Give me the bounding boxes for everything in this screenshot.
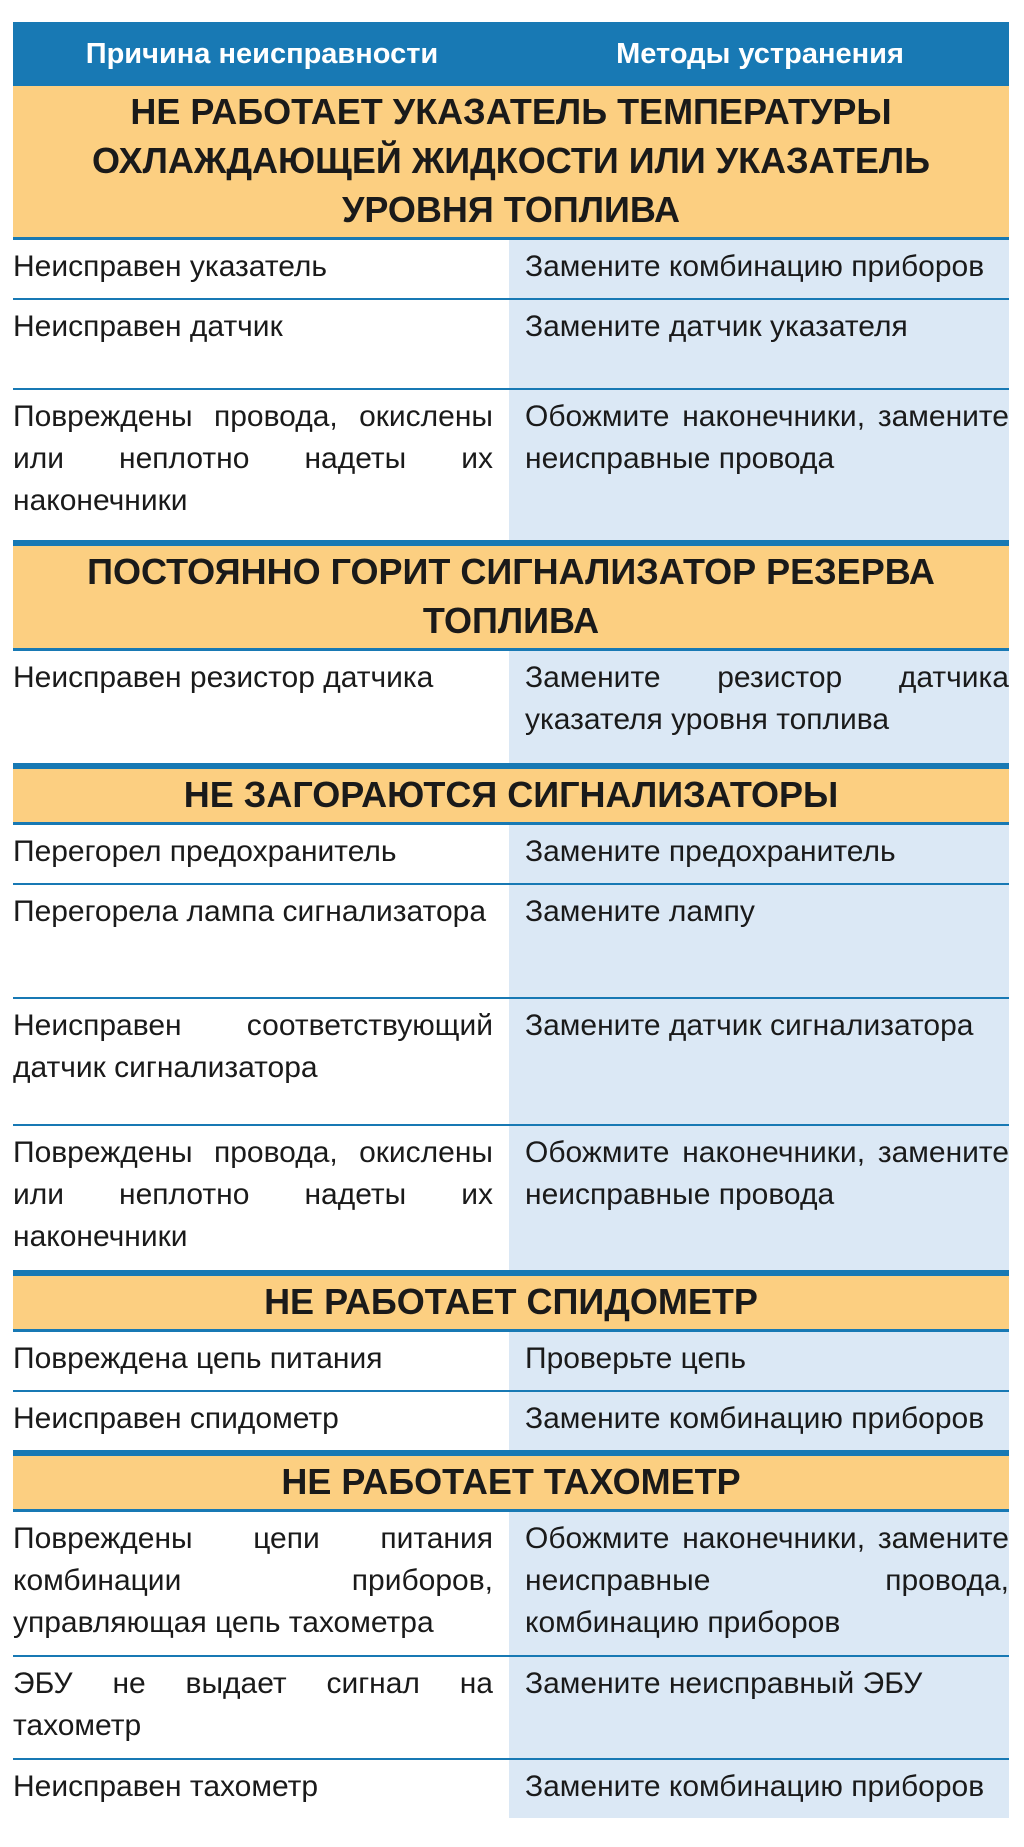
section-title: НЕ ЗАГОРАЮТСЯ СИГНАЛИЗАТОРЫ [13,763,1009,825]
table-row [13,885,1009,999]
fix-cell: Обожмите наконечники, замените неисправные провода [509,390,1009,540]
cause-cell: Повреждены цепи питания комбинации приборов, управляющая цепь тахометра [13,1512,509,1655]
table-row [13,1657,1009,1760]
cause-cell: Неисправен тахометр [13,1760,509,1818]
cause-cell: Неисправен указатель [13,240,509,298]
table-row [13,1392,1009,1450]
table-body [13,86,1009,1818]
fix-cell: Замените комбинацию приборов [509,1392,1009,1450]
table-row [13,1760,1009,1818]
table-row [13,390,1009,540]
table-row [13,240,1009,300]
cause-cell: Перегорела лампа сигнализатора [13,885,509,997]
table-row [13,1332,1009,1392]
fix-cell: Замените неисправный ЭБУ [509,1657,1009,1758]
fix-cell: Обожмите наконечники, замените неисправные провода [509,1126,1009,1270]
cause-cell: Неисправен резистор датчика [13,651,509,763]
header-fix: Методы устранения [616,37,904,70]
table-row [13,1126,1009,1270]
fix-cell: Замените комбинацию приборов [509,240,1009,298]
section-rows [13,1512,1009,1818]
fix-cell: Замените предохранитель [509,825,1009,883]
table-row [13,999,1009,1126]
fix-cell: Замените датчик сигнализатора [509,999,1009,1124]
cause-cell: Повреждены провода, окислены или неплотно надеты их наконечники [13,1126,509,1270]
fault-table [13,22,1009,1818]
cause-cell: Неисправен спидометр [13,1392,509,1450]
cause-cell: Повреждена цепь питания [13,1332,509,1390]
table-header [13,22,1009,86]
section-title: НЕ РАБОТАЕТ УКАЗАТЕЛЬ ТЕМПЕРАТУРЫ ОХЛАЖДАЮЩЕЙ ЖИДКОСТИ ИЛИ УКАЗАТЕЛЬ УРОВНЯ ТОПЛИВА [13,86,1009,240]
table-row [13,825,1009,885]
fix-cell: Замените датчик указателя [509,300,1009,388]
section-rows [13,1332,1009,1450]
cause-cell: Перегорел предохранитель [13,825,509,883]
cause-cell: Неисправен соответствующий датчик сигнализатора [13,999,509,1124]
fix-cell: Замените резистор датчика указателя уровня топлива [509,651,1009,763]
section-title: ПОСТОЯННО ГОРИТ СИГНАЛИЗАТОР РЕЗЕРВА ТОПЛИВА [13,540,1009,651]
fix-cell: Замените комбинацию приборов [509,1760,1009,1818]
cause-cell: Неисправен датчик [13,300,509,388]
section-title: НЕ РАБОТАЕТ ТАХОМЕТР [13,1450,1009,1512]
cause-cell: Повреждены провода, окислены или неплотно надеты их наконечники [13,390,509,540]
fix-cell: Проверьте цепь [509,1332,1009,1390]
fix-cell: Обожмите наконечники, замените неисправные провода, комбинацию приборов [509,1512,1009,1655]
section-rows [13,240,1009,540]
fix-cell: Замените лампу [509,885,1009,997]
section-rows [13,651,1009,763]
section-rows [13,825,1009,1270]
table-row [13,651,1009,763]
table-row [13,1512,1009,1657]
table-row [13,300,1009,390]
cause-cell: ЭБУ не выдает сигнал на тахометр [13,1657,509,1758]
header-cause: Причина неисправности [85,37,439,70]
section-title: НЕ РАБОТАЕТ СПИДОМЕТР [13,1270,1009,1332]
